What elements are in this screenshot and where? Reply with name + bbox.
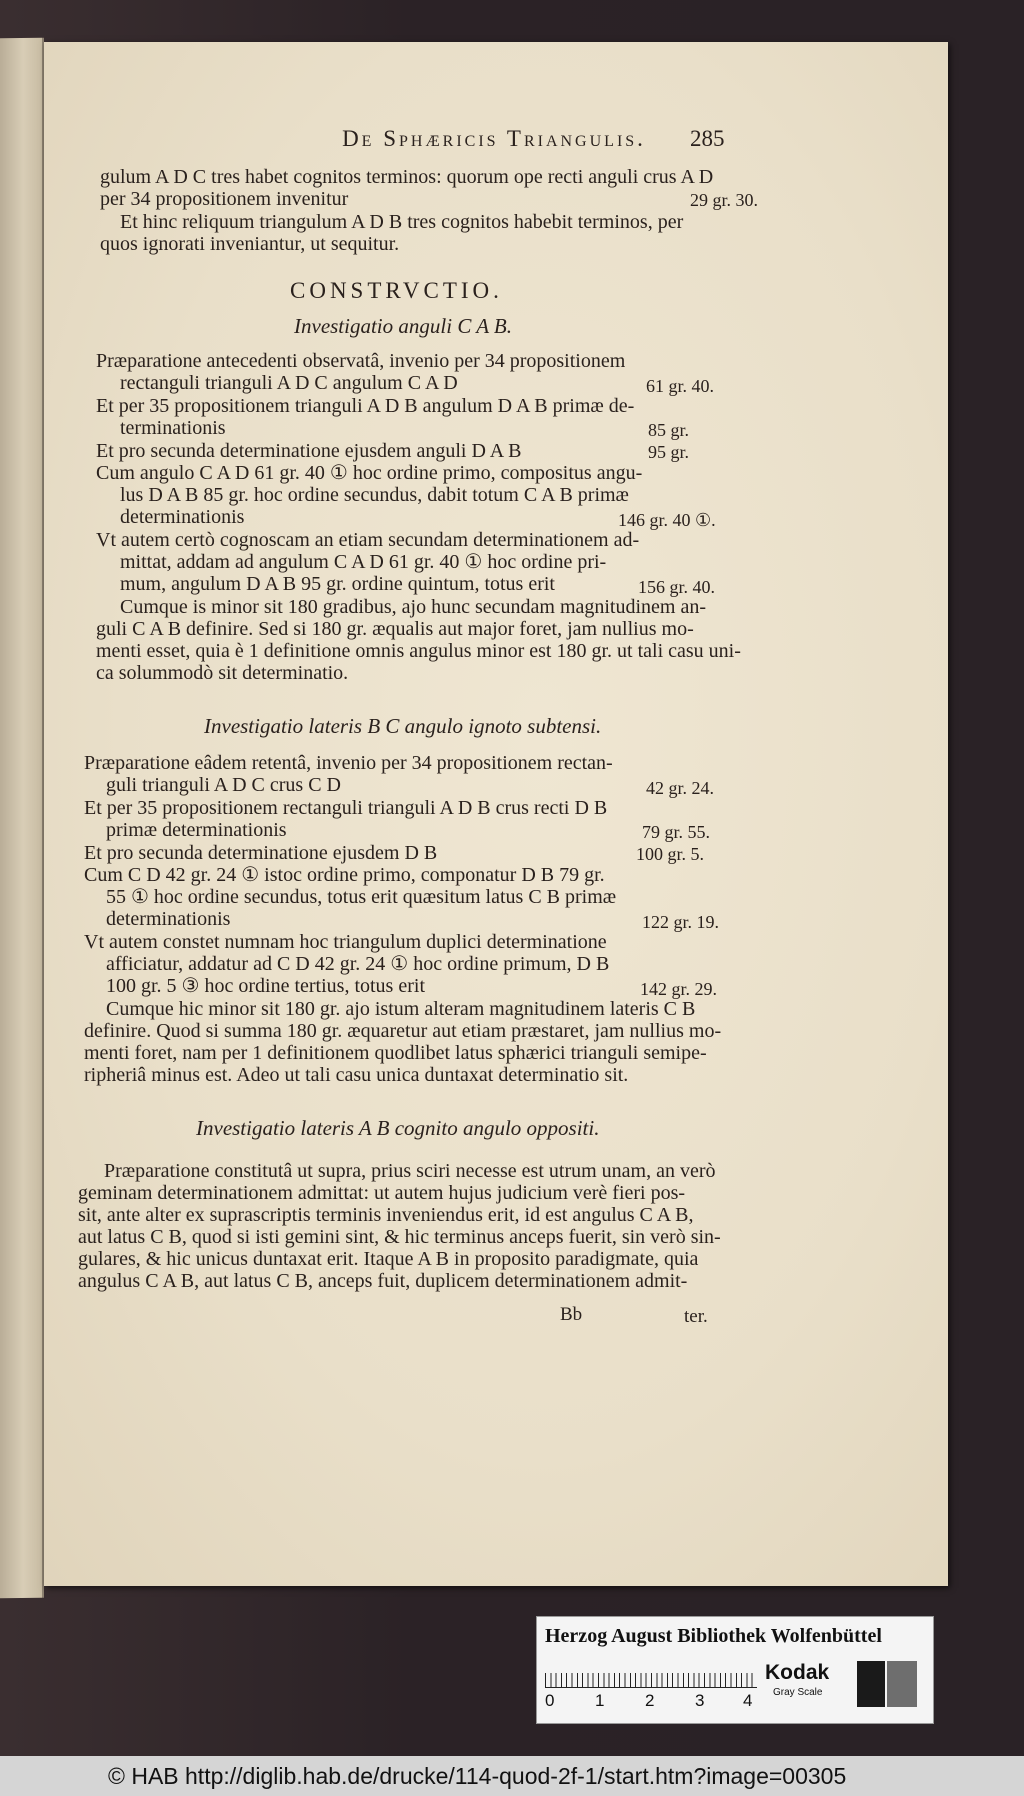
text-line: mum, angulum D A B 95 gr. ordine quintum, totus erit [120, 573, 555, 595]
margin-value: 79 gr. 55. [642, 822, 711, 842]
section-title: Investigatio lateris A B cognito angulo oppositi. [196, 1116, 600, 1140]
text-line: gulares, & hic unicus duntaxat erit. Itaque A B in proposito paradigmate, quia [78, 1248, 699, 1270]
text-line: terminationis [120, 417, 226, 439]
text-line: Et pro secunda determinatione ejusdem anguli D A B [96, 440, 522, 462]
text-line: Cum angulo C A D 61 gr. 40 ① hoc ordine primo, compositus angu- [96, 462, 643, 484]
margin-value: 61 gr. 40. [646, 376, 715, 396]
margin-value: 122 gr. 19. [642, 912, 720, 932]
facing-page-edge [0, 38, 44, 1598]
text-line: Et per 35 propositionem rectanguli trianguli A D B crus recti D B [84, 797, 608, 819]
text-line: 100 gr. 5 ③ hoc ordine tertius, totus erit [106, 975, 425, 997]
text-line: ripheriâ minus est. Adeo ut tali casu unica duntaxat determinatio sit. [84, 1064, 629, 1086]
section-title: Investigatio anguli C A B. [294, 314, 512, 338]
signature-mark: Bb [560, 1304, 583, 1325]
text-line: quos ignorati inveniantur, ut sequitur. [100, 233, 400, 255]
margin-value: 146 gr. 40 ①. [618, 510, 716, 530]
page-number: 285 [690, 126, 725, 151]
margin-value: 100 gr. 5. [636, 844, 705, 864]
ruler-label: 3 [695, 1691, 705, 1710]
kodak-logo: Kodak [765, 1661, 830, 1684]
ruler-label: 4 [743, 1691, 753, 1710]
text-line: determinationis [106, 908, 231, 930]
library-title: Herzog August Bibliothek Wolfenbüttel [545, 1625, 882, 1647]
gray-swatch [887, 1661, 917, 1707]
text-line: lus D A B 85 gr. hoc ordine secundus, dabit totum C A B primæ [120, 484, 629, 506]
black-swatch [857, 1661, 885, 1707]
text-line: menti esset, quia è 1 definitione omnis angulus minor est 180 gr. ut tali casu uni- [96, 640, 741, 662]
margin-value: 29 gr. 30. [690, 190, 759, 210]
margin-value: 95 gr. [648, 442, 690, 462]
margin-value: 156 gr. 40. [638, 577, 716, 597]
text-line: primæ determinationis [106, 819, 287, 841]
text-line: mittat, addam ad angulum C A D 61 gr. 40 ① hoc ordine pri- [120, 551, 607, 573]
ruler-label: 1 [595, 1691, 605, 1710]
text-line: Præparatione antecedenti observatâ, invenio per 34 propositionem [96, 350, 626, 372]
text-line: guli trianguli A D C crus C D [106, 774, 341, 796]
text-line: Præparatione constitutâ ut supra, prius sciri necesse est utrum unam, an verò [104, 1160, 716, 1182]
scale-ruler [545, 1661, 757, 1688]
construction-heading: CONSTRVCTIO. [290, 278, 503, 303]
text-line: aut latus C B, quod si isti gemini sint, & hic terminus anceps fuerit, sin verò sin- [78, 1226, 721, 1248]
text-line: Cum C D 42 gr. 24 ① istoc ordine primo, componatur D B 79 gr. [84, 864, 605, 886]
text-line: gulum A D C tres habet cognitos terminos: quorum ope recti anguli crus A D [100, 166, 714, 188]
running-head: De Sphæricis Triangulis. [342, 126, 646, 151]
text-line: angulus C A B, aut latus C B, anceps fuit, duplicem determinationem admit- [78, 1270, 688, 1292]
margin-value: 142 gr. 29. [640, 979, 718, 999]
text-line: rectanguli trianguli A D C angulum C A D [120, 372, 458, 394]
text-line: determinationis [120, 506, 245, 528]
text-line: geminam determinationem admittat: ut autem hujus judicium verè fieri pos- [78, 1182, 686, 1204]
text-line: afficiatur, addatur ad C D 42 gr. 24 ① hoc ordine primum, D B [106, 953, 610, 975]
book-page [44, 42, 948, 1586]
text-line: guli C A B definire. Sed si 180 gr. æqualis aut major foret, jam nullius mo- [96, 618, 694, 640]
copyright-footer: © HAB http://diglib.hab.de/drucke/114-quod-2f-1/start.htm?image=00305 [0, 1756, 1024, 1796]
ruler-label: 0 [545, 1691, 555, 1710]
text-line: sit, ante alter ex suprascriptis terminis inveniendus erit, id est angulus C A B, [78, 1204, 694, 1226]
text-line: Cumque hic minor sit 180 gr. ajo istum alteram magnitudinem lateris C B [106, 998, 696, 1020]
text-line: ca solummodò sit determinatio. [96, 662, 349, 684]
text-line: Præparatione eâdem retentâ, invenio per 34 propositionem rectan- [84, 752, 613, 774]
margin-value: 42 gr. 24. [646, 778, 715, 798]
text-line: Vt autem certò cognoscam an etiam secundam determinationem ad- [96, 529, 640, 551]
text-line: Cumque is minor sit 180 gradibus, ajo hunc secundam magnitudinem an- [120, 596, 707, 618]
section-title: Investigatio lateris B C angulo ignoto subtensi. [204, 714, 602, 738]
text-line: definire. Quod si summa 180 gr. æquaretur aut etiam præstaret, jam nullius mo- [84, 1020, 722, 1042]
text-line: Et hinc reliquum triangulum A D B tres cognitos habebit terminos, per [120, 211, 684, 233]
text-line: Et per 35 propositionem trianguli A D B angulum D A B primæ de- [96, 395, 635, 417]
gray-scale-label: Gray Scale [773, 1687, 823, 1698]
text-line: menti foret, nam per 1 definitionem quodlibet latus sphærici trianguli semipe- [84, 1042, 707, 1064]
text-line: 55 ① hoc ordine secundus, totus erit quæsitum latus C B primæ [106, 886, 617, 908]
color-reference-bar [536, 1616, 934, 1724]
text-line: per 34 propositionem invenitur [100, 188, 349, 210]
catchword: ter. [684, 1306, 708, 1327]
margin-value: 85 gr. [648, 420, 690, 440]
text-line: Et pro secunda determinatione ejusdem D B [84, 842, 438, 864]
ruler-label: 2 [645, 1691, 655, 1710]
text-line: Vt autem constet numnam hoc triangulum duplici determinatione [84, 931, 607, 953]
